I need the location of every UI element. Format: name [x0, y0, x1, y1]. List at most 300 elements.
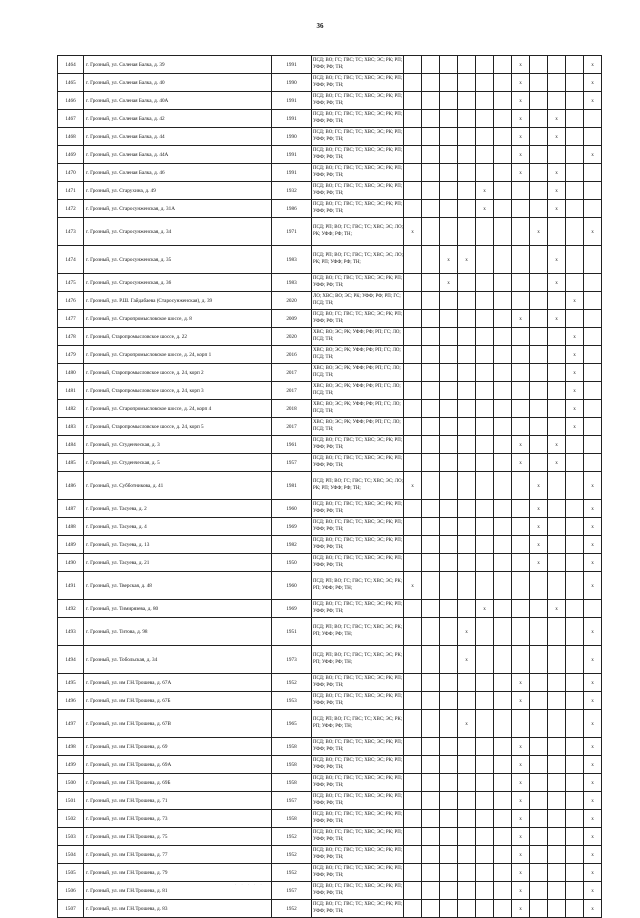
- mark-cell: x: [476, 600, 494, 618]
- mark-cell: [404, 200, 422, 218]
- mark-cell: [458, 92, 476, 110]
- mark-cell: [566, 774, 584, 792]
- mark-cell: [422, 518, 440, 536]
- row-number: 1502: [58, 810, 84, 828]
- address-cell: г. Грозный, ул. Соленая Балка, д. 46: [84, 164, 272, 182]
- mark-cell: [548, 74, 566, 92]
- mark-cell: [422, 292, 440, 310]
- mark-cell: [494, 710, 512, 738]
- mark-cell: x: [458, 246, 476, 274]
- mark-cell: [458, 554, 476, 572]
- mark-cell: [584, 246, 602, 274]
- mark-cell: x: [512, 846, 530, 864]
- mark-cell: [548, 738, 566, 756]
- mark-cell: x: [512, 74, 530, 92]
- mark-cell: [530, 646, 548, 674]
- table-row: [58, 846, 602, 864]
- mark-cell: [404, 246, 422, 274]
- mark-cell: [566, 900, 584, 918]
- mark-cell: [566, 146, 584, 164]
- works-list-cell: ПСД; РП; ВО; ГС; ГВС; ТС; ХВС; ЭС; РК; РП; УФФ; РФ; ТН;: [312, 646, 404, 674]
- mark-cell: [548, 218, 566, 246]
- mark-cell: [422, 328, 440, 346]
- mark-cell: [458, 900, 476, 918]
- mark-cell: x: [512, 738, 530, 756]
- mark-cell: [458, 418, 476, 436]
- mark-cell: x: [512, 756, 530, 774]
- mark-cell: x: [548, 454, 566, 472]
- mark-cell: [422, 200, 440, 218]
- row-number: 1494: [58, 646, 84, 674]
- mark-cell: [494, 536, 512, 554]
- mark-cell: [476, 346, 494, 364]
- mark-cell: [530, 246, 548, 274]
- mark-cell: [584, 328, 602, 346]
- mark-cell: [440, 864, 458, 882]
- mark-cell: [440, 536, 458, 554]
- mark-cell: [440, 56, 458, 74]
- mark-cell: [584, 454, 602, 472]
- address-cell: г. Грозный, ул. Старосунженская, д. 31А: [84, 200, 272, 218]
- mark-cell: x: [512, 882, 530, 900]
- housing-repair-table: [57, 55, 602, 918]
- mark-cell: [494, 274, 512, 292]
- mark-cell: [422, 864, 440, 882]
- address-cell: г. Грозный, ул. им Г.Н.Трошева, д. 73: [84, 810, 272, 828]
- year-cell: 1991: [272, 164, 312, 182]
- mark-cell: [458, 756, 476, 774]
- mark-cell: [440, 792, 458, 810]
- mark-cell: [530, 418, 548, 436]
- address-cell: г. Грозный, ул. Субботникова, д. 41: [84, 472, 272, 500]
- mark-cell: [566, 182, 584, 200]
- mark-cell: [458, 182, 476, 200]
- mark-cell: [566, 200, 584, 218]
- table-body: [58, 56, 602, 918]
- mark-cell: [584, 310, 602, 328]
- works-list-cell: ПСД; ВО; ГС; ГВС; ТС; ХВС; ЭС; РК; РП; УФФ; РФ; ТН;: [312, 828, 404, 846]
- mark-cell: [494, 292, 512, 310]
- mark-cell: [494, 864, 512, 882]
- year-cell: 2009: [272, 310, 312, 328]
- mark-cell: [458, 600, 476, 618]
- year-cell: 1969: [272, 518, 312, 536]
- mark-cell: [404, 674, 422, 692]
- mark-cell: [404, 792, 422, 810]
- address-cell: г. Грозный, Старопромысловское шоссе, д. 22: [84, 328, 272, 346]
- mark-cell: [494, 246, 512, 274]
- year-cell: 1960: [272, 500, 312, 518]
- mark-cell: x: [584, 646, 602, 674]
- year-cell: 1958: [272, 810, 312, 828]
- mark-cell: [476, 536, 494, 554]
- address-cell: г. Грозный, ул. Старосунженская, д. 35: [84, 246, 272, 274]
- mark-cell: x: [512, 792, 530, 810]
- mark-cell: x: [584, 792, 602, 810]
- mark-cell: [548, 346, 566, 364]
- mark-cell: x: [530, 536, 548, 554]
- row-number: 1489: [58, 536, 84, 554]
- mark-cell: [512, 500, 530, 518]
- mark-cell: x: [584, 74, 602, 92]
- works-list-cell: ПСД; ВО; ГС; ГВС; ТС; ХВС; ЭС; РК; РП; УФФ; РФ; ТН;: [312, 536, 404, 554]
- table-row: [58, 518, 602, 536]
- works-list-cell: ПСД; РП; ВО; ГС; ГВС; ТС; ХВС; ЭС; ЛО; РК; УФФ; РФ; ТН;: [312, 218, 404, 246]
- mark-cell: [422, 618, 440, 646]
- mark-cell: [458, 828, 476, 846]
- mark-cell: [494, 618, 512, 646]
- address-cell: г. Грозный, ул. Старопромысловское шоссе, д. 24, корп 1: [84, 346, 272, 364]
- row-number: 1507: [58, 900, 84, 918]
- mark-cell: [530, 200, 548, 218]
- mark-cell: [440, 182, 458, 200]
- mark-cell: [566, 738, 584, 756]
- mark-cell: [422, 110, 440, 128]
- mark-cell: x: [584, 810, 602, 828]
- mark-cell: [512, 600, 530, 618]
- year-cell: 1952: [272, 674, 312, 692]
- mark-cell: [566, 792, 584, 810]
- mark-cell: [566, 692, 584, 710]
- mark-cell: [476, 810, 494, 828]
- mark-cell: [404, 600, 422, 618]
- mark-cell: [476, 310, 494, 328]
- mark-cell: x: [476, 200, 494, 218]
- mark-cell: [584, 164, 602, 182]
- year-cell: 1952: [272, 828, 312, 846]
- works-list-cell: ХВС; ВО; ЭС; РК; УФФ; РФ; РП; ГС; ЛО; ПСД; ТН;: [312, 328, 404, 346]
- mark-cell: [458, 572, 476, 600]
- mark-cell: [422, 454, 440, 472]
- mark-cell: [404, 692, 422, 710]
- mark-cell: [476, 246, 494, 274]
- row-number: 1467: [58, 110, 84, 128]
- mark-cell: x: [584, 518, 602, 536]
- mark-cell: [422, 572, 440, 600]
- mark-cell: [548, 328, 566, 346]
- mark-cell: [530, 74, 548, 92]
- works-list-cell: ХВС; ВО; ЭС; РК; УФФ; РФ; РП; ГС; ЛО; ПСД; ТН;: [312, 418, 404, 436]
- table-row: [58, 274, 602, 292]
- mark-cell: [566, 810, 584, 828]
- row-number: 1487: [58, 500, 84, 518]
- mark-cell: [476, 900, 494, 918]
- mark-cell: [476, 128, 494, 146]
- address-cell: г. Грозный, ул. им Г.Н.Трошева, д. 79: [84, 864, 272, 882]
- mark-cell: [458, 472, 476, 500]
- mark-cell: [530, 128, 548, 146]
- mark-cell: [476, 864, 494, 882]
- mark-cell: x: [512, 828, 530, 846]
- mark-cell: [476, 674, 494, 692]
- year-cell: 1973: [272, 646, 312, 674]
- mark-cell: [404, 756, 422, 774]
- mark-cell: [476, 292, 494, 310]
- mark-cell: x: [440, 274, 458, 292]
- mark-cell: [512, 418, 530, 436]
- address-cell: г. Грозный, ул. Тасуева, д. 21: [84, 554, 272, 572]
- mark-cell: [530, 674, 548, 692]
- mark-cell: [530, 710, 548, 738]
- mark-cell: [440, 828, 458, 846]
- mark-cell: [548, 554, 566, 572]
- works-list-cell: ПСД; ВО; ГС; ГВС; ТС; ХВС; ЭС; РК; РП; УФФ; РФ; ТН;: [312, 164, 404, 182]
- mark-cell: [458, 274, 476, 292]
- mark-cell: [494, 692, 512, 710]
- mark-cell: [458, 110, 476, 128]
- mark-cell: [458, 518, 476, 536]
- mark-cell: [566, 882, 584, 900]
- row-number: 1475: [58, 274, 84, 292]
- table-row: [58, 692, 602, 710]
- mark-cell: [566, 518, 584, 536]
- address-cell: г. Грозный, ул. им Г.Н.Трошева, д. 69А: [84, 756, 272, 774]
- mark-cell: [512, 346, 530, 364]
- row-number: 1479: [58, 346, 84, 364]
- year-cell: 2020: [272, 292, 312, 310]
- table-row: [58, 146, 602, 164]
- mark-cell: [494, 774, 512, 792]
- row-number: 1476: [58, 292, 84, 310]
- table-row: [58, 792, 602, 810]
- mark-cell: [512, 618, 530, 646]
- mark-cell: [440, 846, 458, 864]
- mark-cell: x: [458, 646, 476, 674]
- mark-cell: [404, 128, 422, 146]
- mark-cell: [440, 346, 458, 364]
- table-row: [58, 182, 602, 200]
- works-list-cell: ПСД; ВО; ГС; ГВС; ТС; ХВС; ЭС; РК; РП; УФФ; РФ; ТН;: [312, 692, 404, 710]
- table-row: [58, 328, 602, 346]
- mark-cell: [458, 56, 476, 74]
- works-list-cell: ХВС; ВО; ЭС; РК; УФФ; РФ; РП; ГС; ЛО; ПСД; ТН;: [312, 364, 404, 382]
- mark-cell: [476, 56, 494, 74]
- mark-cell: [494, 646, 512, 674]
- mark-cell: [404, 618, 422, 646]
- mark-cell: [422, 400, 440, 418]
- mark-cell: [548, 92, 566, 110]
- mark-cell: [548, 646, 566, 674]
- mark-cell: [494, 182, 512, 200]
- mark-cell: [440, 110, 458, 128]
- mark-cell: [566, 454, 584, 472]
- address-cell: г. Грозный, ул. Студенческая, д. 5: [84, 454, 272, 472]
- mark-cell: [530, 756, 548, 774]
- mark-cell: x: [566, 400, 584, 418]
- year-cell: 1991: [272, 56, 312, 74]
- mark-cell: [404, 164, 422, 182]
- table-row: [58, 828, 602, 846]
- mark-cell: [530, 182, 548, 200]
- mark-cell: [476, 774, 494, 792]
- works-list-cell: ПСД; ВО; ГС; ГВС; ТС; ХВС; ЭС; РК; РП; УФФ; РФ; ТН;: [312, 436, 404, 454]
- mark-cell: [512, 246, 530, 274]
- mark-cell: [458, 436, 476, 454]
- mark-cell: [476, 110, 494, 128]
- year-cell: 1952: [272, 846, 312, 864]
- works-list-cell: ХВС; ВО; ЭС; РК; УФФ; РФ; РП; ГС; ЛО; ПСД; ТН;: [312, 346, 404, 364]
- mark-cell: [404, 292, 422, 310]
- mark-cell: [530, 164, 548, 182]
- table-row: [58, 218, 602, 246]
- mark-cell: [512, 364, 530, 382]
- mark-cell: [476, 218, 494, 246]
- row-number: 1483: [58, 418, 84, 436]
- mark-cell: [530, 882, 548, 900]
- row-number: 1498: [58, 738, 84, 756]
- mark-cell: [422, 774, 440, 792]
- mark-cell: [494, 92, 512, 110]
- address-cell: г. Грозный, ул. им Г.Н.Трошева, д. 67В: [84, 710, 272, 738]
- mark-cell: [512, 274, 530, 292]
- mark-cell: [440, 572, 458, 600]
- mark-cell: [566, 846, 584, 864]
- mark-cell: [566, 56, 584, 74]
- mark-cell: [530, 846, 548, 864]
- mark-cell: [548, 400, 566, 418]
- works-list-cell: ПСД; РП; ВО; ГС; ГВС; ТС; ХВС; ЭС; ЛО; РК; РП; УФФ; РФ; ТН;: [312, 472, 404, 500]
- address-cell: г. Грозный, ул. им Г.Н.Трошева, д. 75: [84, 828, 272, 846]
- year-cell: 1950: [272, 554, 312, 572]
- address-cell: г. Грозный, Старопромысловское шоссе, д. 24, корп 2: [84, 364, 272, 382]
- mark-cell: [494, 846, 512, 864]
- mark-cell: [566, 164, 584, 182]
- year-cell: 1982: [272, 536, 312, 554]
- table-row: [58, 454, 602, 472]
- mark-cell: [440, 646, 458, 674]
- scan-noise: · · · · ·: [235, 882, 264, 887]
- address-cell: г. Грозный, ул. им Г.Н.Трошева, д. 67Б: [84, 692, 272, 710]
- year-cell: 2016: [272, 346, 312, 364]
- row-number: 1492: [58, 600, 84, 618]
- mark-cell: x: [512, 310, 530, 328]
- mark-cell: [440, 674, 458, 692]
- mark-cell: [494, 74, 512, 92]
- mark-cell: [476, 400, 494, 418]
- mark-cell: [476, 828, 494, 846]
- address-cell: г. Грозный, ул. Тасуева, д. 2: [84, 500, 272, 518]
- table-row: [58, 400, 602, 418]
- mark-cell: [458, 146, 476, 164]
- mark-cell: x: [584, 218, 602, 246]
- mark-cell: [476, 710, 494, 738]
- row-number: 1500: [58, 774, 84, 792]
- mark-cell: [458, 292, 476, 310]
- mark-cell: [584, 400, 602, 418]
- mark-cell: [476, 518, 494, 536]
- mark-cell: [494, 346, 512, 364]
- mark-cell: [566, 92, 584, 110]
- mark-cell: [494, 882, 512, 900]
- mark-cell: [404, 774, 422, 792]
- mark-cell: [494, 518, 512, 536]
- mark-cell: [422, 828, 440, 846]
- mark-cell: x: [512, 110, 530, 128]
- mark-cell: [404, 328, 422, 346]
- mark-cell: [530, 436, 548, 454]
- mark-cell: [548, 774, 566, 792]
- mark-cell: [566, 110, 584, 128]
- table-row: [58, 738, 602, 756]
- mark-cell: [440, 500, 458, 518]
- address-cell: г. Грозный, ул. им Г.Н.Трошева, д. 77: [84, 846, 272, 864]
- mark-cell: x: [530, 518, 548, 536]
- year-cell: 2017: [272, 364, 312, 382]
- works-list-cell: ПСД; ВО; ГС; ГВС; ТС; ХВС; ЭС; РК; РП; УФФ; РФ; ТН;: [312, 454, 404, 472]
- row-number: 1490: [58, 554, 84, 572]
- mark-cell: [548, 674, 566, 692]
- works-list-cell: ПСД; ВО; ГС; ГВС; ТС; ХВС; ЭС; РК; РП; УФФ; РФ; ТН;: [312, 900, 404, 918]
- row-number: 1503: [58, 828, 84, 846]
- mark-cell: [530, 900, 548, 918]
- mark-cell: [548, 572, 566, 600]
- mark-cell: [422, 710, 440, 738]
- row-number: 1504: [58, 846, 84, 864]
- table-row: [58, 310, 602, 328]
- mark-cell: x: [584, 500, 602, 518]
- mark-cell: [530, 110, 548, 128]
- mark-cell: [404, 110, 422, 128]
- mark-cell: [404, 346, 422, 364]
- address-cell: г. Грозный, ул. Титова, д. 98: [84, 618, 272, 646]
- mark-cell: [422, 500, 440, 518]
- row-number: 1477: [58, 310, 84, 328]
- table-row: [58, 882, 602, 900]
- year-cell: 1986: [272, 200, 312, 218]
- page-number: 36: [316, 22, 324, 30]
- row-number: 1469: [58, 146, 84, 164]
- works-list-cell: ПСД; ВО; ГС; ГВС; ТС; ХВС; ЭС; РК; РП; УФФ; РФ; ТН;: [312, 882, 404, 900]
- mark-cell: [422, 646, 440, 674]
- mark-cell: x: [530, 472, 548, 500]
- address-cell: г. Грозный, ул. Соленая Балка, д. 42: [84, 110, 272, 128]
- mark-cell: [494, 164, 512, 182]
- year-cell: 1932: [272, 182, 312, 200]
- mark-cell: [404, 146, 422, 164]
- mark-cell: [440, 292, 458, 310]
- mark-cell: x: [584, 900, 602, 918]
- mark-cell: [440, 164, 458, 182]
- mark-cell: [494, 418, 512, 436]
- mark-cell: x: [548, 246, 566, 274]
- mark-cell: x: [512, 900, 530, 918]
- address-cell: г. Грозный, ул. Старопромысловское шоссе, д. 8: [84, 310, 272, 328]
- works-list-cell: ПСД; ВО; ГС; ГВС; ТС; ХВС; ЭС; РК; РП; УФФ; РФ; ТН;: [312, 92, 404, 110]
- mark-cell: [422, 674, 440, 692]
- year-cell: 1952: [272, 864, 312, 882]
- mark-cell: [566, 246, 584, 274]
- mark-cell: [404, 518, 422, 536]
- mark-cell: [476, 74, 494, 92]
- mark-cell: [530, 92, 548, 110]
- mark-cell: x: [476, 182, 494, 200]
- mark-cell: x: [584, 92, 602, 110]
- mark-cell: x: [584, 864, 602, 882]
- address-cell: г. Грозный, ул. Тверская, д. 48: [84, 572, 272, 600]
- row-number: 1484: [58, 436, 84, 454]
- address-cell: г. Грозный, ул. Соленая Балка, д. 44: [84, 128, 272, 146]
- mark-cell: [404, 500, 422, 518]
- table-row: [58, 382, 602, 400]
- mark-cell: [458, 792, 476, 810]
- mark-cell: [548, 792, 566, 810]
- mark-cell: [404, 274, 422, 292]
- mark-cell: x: [512, 164, 530, 182]
- mark-cell: [494, 756, 512, 774]
- mark-cell: [530, 382, 548, 400]
- mark-cell: [404, 56, 422, 74]
- mark-cell: [566, 218, 584, 246]
